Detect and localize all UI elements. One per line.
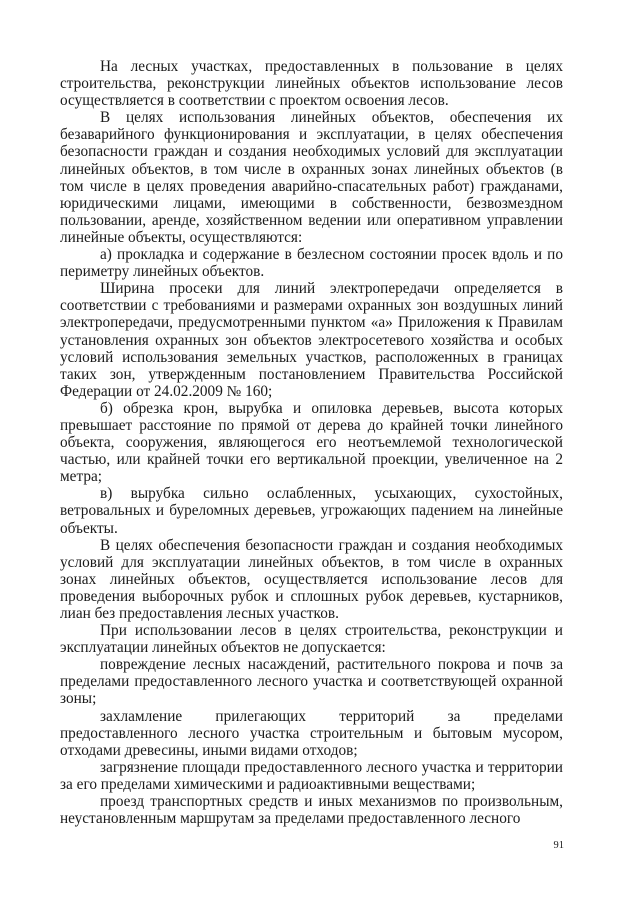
body-text <box>60 58 563 827</box>
paragraph-6: в) вырубка сильно ослабленных, усыхающих, сухостойных, ветровальных и буреломных деревьев, угрожающих падением на линейные объекты. <box>60 485 563 537</box>
paragraph-11: загрязнение площади предоставленного лесного участка и территории за его пределами химическими и радиоактивными веществами; <box>60 758 563 793</box>
paragraph-10: захламление прилегающих территорий за пределами предоставленного лесного участка строительным и бытовым мусором, отходами древесины, иными видами отходов; <box>60 707 563 759</box>
paragraph-2: В целях использования линейных объектов, обеспечения их безаварийного функционирования и эксплуатации, в целях обеспечения безопасности граждан и создания необходимых условий для эксплуатации линейных объектов, в том числе в охранных зонах линейных объектов (в том числе в целях проведения аварийно-спасательных работ) гражданами, юридическими лицами, имеющими в собственности, безвозмездном пользовании, аренде, хозяйственном ведении или оперативном управлении линейные объекты, осуществляются: <box>60 109 563 246</box>
paragraph-8: При использовании лесов в целях строительства, реконструкции и эксплуатации линейных объектов не допускается: <box>60 622 563 657</box>
paragraph-4: Ширина просеки для линий электропередачи определяется в соответствии с требованиями и размерами охранных зон воздушных линий электропередачи, предусмотренными пунктом «а» Приложения к Правилам установления охранных зон объектов электросетевого хозяйства и особых условий использования земельных участков, расположенных в границах таких зон, утвержденным постановлением Правительства Российской Федерации от 24.02.2009 № 160; <box>60 280 563 400</box>
paragraph-1: На лесных участках, предоставленных в пользование в целях строительства, реконструкции линейных объектов использование лесов осуществляется в соответствии с проектом освоения лесов. <box>60 58 563 110</box>
paragraph-5: б) обрезка крон, вырубка и опиловка деревьев, высота которых превышает расстояние по прямой от дерева до крайней точки линейного объекта, сооружения, являющегося его неотъемлемой технологической частью, или крайней точки его вертикальной проекции, увеличенное на 2 метра; <box>60 399 563 486</box>
paragraph-3: а) прокладка и содержание в безлесном состоянии просек вдоль и по периметру линейных объектов. <box>60 246 563 281</box>
page-number: 91 <box>553 840 564 851</box>
paragraph-7: В целях обеспечения безопасности граждан и создания необходимых условий для эксплуатации линейных объектов, в том числе в охранных зонах линейных объектов, осуществляется использование лесов для проведения выборочных рубок и сплошных рубок деревьев, кустарников, лиан без предоставления лесных участков. <box>60 536 563 622</box>
paragraph-9: повреждение лесных насаждений, растительного покрова и почв за пределами предоставленного лесного участка и соответствующей охранной зоны; <box>60 656 563 708</box>
paragraph-12: проезд транспортных средств и иных механизмов по произвольным, неустановленным маршрутам за пределами предоставленного лесного <box>60 793 563 828</box>
